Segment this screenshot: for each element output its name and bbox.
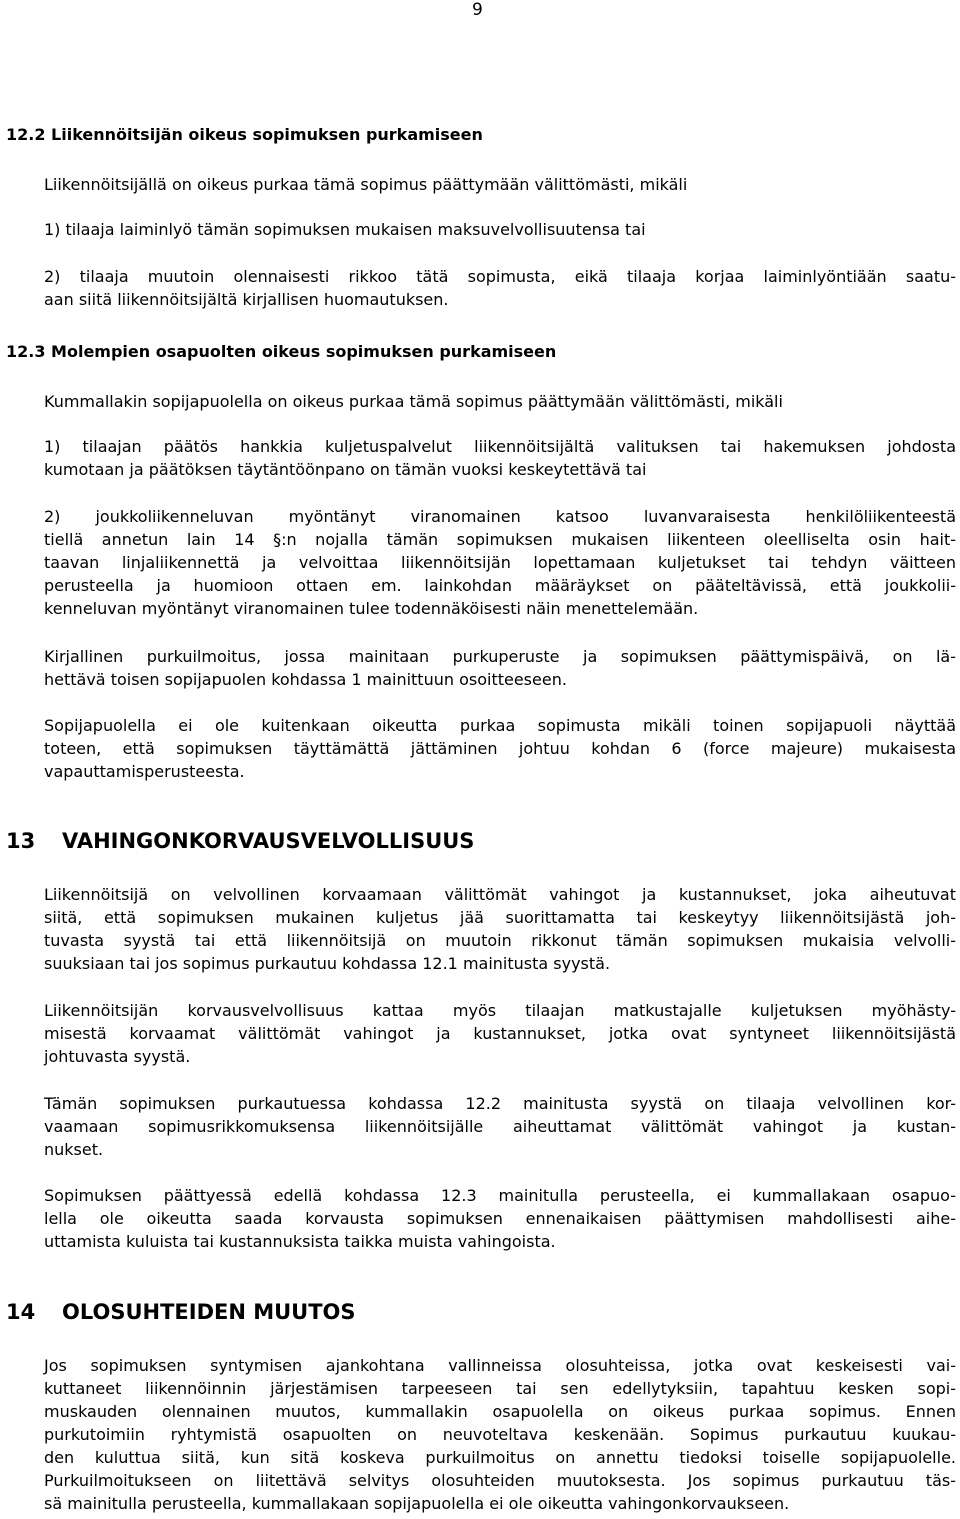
text-line: hettävä toisen sopijapuolen kohdassa 1 mainittuun osoitteeseen. bbox=[44, 670, 567, 689]
text-line: suuksiaan tai jos sopimus purkautuu kohdassa 12.1 mainitusta syystä. bbox=[44, 954, 611, 973]
text-line: 1) tilaaja laiminlyö tämän sopimuksen mukaisen maksuvelvollisuutensa tai bbox=[44, 220, 646, 239]
section-13-paragraph-4 bbox=[44, 1184, 956, 1253]
section-12-2-paragraph-2 bbox=[44, 218, 956, 241]
text-line: tuvasta syystä tai että liikennöitsijä on muutoin rikkonut tämän sopimuksen mukaisia velvolli- bbox=[44, 931, 956, 950]
text-line: taavan linjaliikennettä ja velvoittaa liikennöitsijän lopettamaan kuljetukset tai tehdyn väitteen bbox=[44, 553, 956, 572]
text-line: muskauden olennainen muutos, kummallakin osapuolella on oikeus purkaa sopimus. Ennen bbox=[44, 1402, 956, 1421]
section-12-3-paragraph-1 bbox=[44, 390, 956, 413]
section-14-paragraph-1 bbox=[44, 1354, 956, 1515]
text-line: 2) tilaaja muutoin olennaisesti rikkoo tätä sopimusta, eikä tilaaja korjaa laiminlyöntiään saatu- bbox=[44, 267, 956, 286]
section-12-2-paragraph-1 bbox=[44, 173, 956, 196]
text-line: vaamaan sopimusrikkomuksensa liikennöitsijälle aiheuttamat välittömät vahingot ja kustan- bbox=[44, 1117, 956, 1136]
text-line: Sopijapuolella ei ole kuitenkaan oikeutta purkaa sopimusta mikäli toinen sopijapuoli näyttää bbox=[44, 716, 956, 735]
section-12-3-paragraph-4 bbox=[44, 645, 956, 691]
page-number: 9 bbox=[472, 0, 483, 20]
section-13-paragraph-3 bbox=[44, 1092, 956, 1161]
text-line: Kirjallinen purkuilmoitus, jossa mainitaan purkuperuste ja sopimuksen päättymispäivä, on lä- bbox=[44, 647, 956, 666]
section-14-heading bbox=[6, 1300, 356, 1324]
text-line: den kuluttua siitä, kun sitä koskeva purkuilmoitus on annettu tiedoksi toiselle sopijapuolelle. bbox=[44, 1448, 956, 1467]
section-14-title: OLOSUHTEIDEN MUUTOS bbox=[62, 1300, 356, 1324]
text-line: nukset. bbox=[44, 1140, 104, 1159]
text-line: misestä korvaamat välittömät vahingot ja kustannukset, jotka ovat syntyneet liikennöitsijästä bbox=[44, 1024, 956, 1043]
section-12-2-paragraph-3 bbox=[44, 265, 956, 311]
text-line: Liikennöitsijällä on oikeus purkaa tämä sopimus päättymään välittömästi, mikäli bbox=[44, 175, 688, 194]
section-13-title: VAHINGONKORVAUSVELVOLLISUUS bbox=[62, 829, 475, 853]
text-line: purkutoimiin ryhtymistä osapuolten on neuvoteltava keskenään. Sopimus purkautuu kuukau- bbox=[44, 1425, 956, 1444]
section-12-3-paragraph-2 bbox=[44, 435, 956, 481]
text-line: aan siitä liikennöitsijältä kirjallisen huomautuksen. bbox=[44, 290, 449, 309]
text-line: siitä, että sopimuksen mukainen kuljetus jää suorittamatta tai keskeytyy liikennöitsijästä joh- bbox=[44, 908, 956, 927]
text-line: toteen, että sopimuksen täyttämättä jättäminen johtuu kohdan 6 (force majeure) mukaisesta bbox=[44, 739, 956, 758]
text-line: Kummallakin sopijapuolella on oikeus purkaa tämä sopimus päättymään välittömästi, mikäli bbox=[44, 392, 783, 411]
text-line: lella ole oikeutta saada korvausta sopimuksen ennenaikaisen päättymisen mahdollisesti aihe- bbox=[44, 1209, 956, 1228]
section-13-paragraph-1 bbox=[44, 883, 956, 975]
text-line: kenneluvan myöntänyt viranomainen tulee todennäköisesti näin menettelemään. bbox=[44, 599, 699, 618]
text-line: Sopimuksen päättyessä edellä kohdassa 12.3 mainitulla perusteella, ei kummallakaan osapuo- bbox=[44, 1186, 956, 1205]
text-line: perusteella ja huomioon ottaen em. lainkohdan määräykset on pääteltävissä, että joukkolii- bbox=[44, 576, 956, 595]
text-line: johtuvasta syystä. bbox=[44, 1047, 191, 1066]
text-line: 2) joukkoliikenneluvan myöntänyt viranomainen katsoo luvanvaraisesta henkilöliikenteestä bbox=[44, 507, 956, 526]
text-line: 1) tilaajan päätös hankkia kuljetuspalvelut liikennöitsijältä valituksen tai hakemuksen johdosta bbox=[44, 437, 956, 456]
text-line: Purkuilmoitukseen on liitettävä selvitys olosuhteiden muutoksesta. Jos sopimus purkautuu täs- bbox=[44, 1471, 956, 1490]
section-14-number: 14 bbox=[6, 1300, 36, 1324]
text-line: vapauttamisperusteesta. bbox=[44, 762, 245, 781]
section-12-3-paragraph-3 bbox=[44, 505, 956, 620]
text-line: sä mainitulla perusteella, kummallakaan sopijapuolella ei ole oikeutta vahingonkorvaukseen. bbox=[44, 1494, 790, 1513]
section-13-heading bbox=[6, 829, 474, 853]
text-line: kumotaan ja päätöksen täytäntöönpano on tämän vuoksi keskeytettävä tai bbox=[44, 460, 647, 479]
text-line: tiellä annetun lain 14 §:n nojalla tämän sopimuksen mukaisen liikenteen oleelliselta osin hait- bbox=[44, 530, 956, 549]
section-12-3-paragraph-5 bbox=[44, 714, 956, 783]
section-12-3-heading: 12.3 Molempien osapuolten oikeus sopimuksen purkamiseen bbox=[6, 342, 557, 361]
section-13-paragraph-2 bbox=[44, 999, 956, 1068]
text-line: Tämän sopimuksen purkautuessa kohdassa 12.2 mainitusta syystä on tilaaja velvollinen kor- bbox=[44, 1094, 956, 1113]
text-line: Liikennöitsijän korvausvelvollisuus kattaa myös tilaajan matkustajalle kuljetuksen myöhästy- bbox=[44, 1001, 956, 1020]
text-line: Liikennöitsijä on velvollinen korvaamaan välittömät vahingot ja kustannukset, joka aiheutuvat bbox=[44, 885, 956, 904]
text-line: uttamista kuluista tai kustannuksista taikka muista vahingoista. bbox=[44, 1232, 556, 1251]
section-13-number: 13 bbox=[6, 829, 36, 853]
text-line: kuttaneet liikennöinnin järjestämisen tarpeeseen tai sen edellytyksiin, tapahtuu kesken sopi- bbox=[44, 1379, 956, 1398]
section-12-2-heading: 12.2 Liikennöitsijän oikeus sopimuksen purkamiseen bbox=[6, 125, 483, 144]
text-line: Jos sopimuksen syntymisen ajankohtana vallinneissa olosuhteissa, jotka ovat keskeisesti vai- bbox=[44, 1356, 956, 1375]
